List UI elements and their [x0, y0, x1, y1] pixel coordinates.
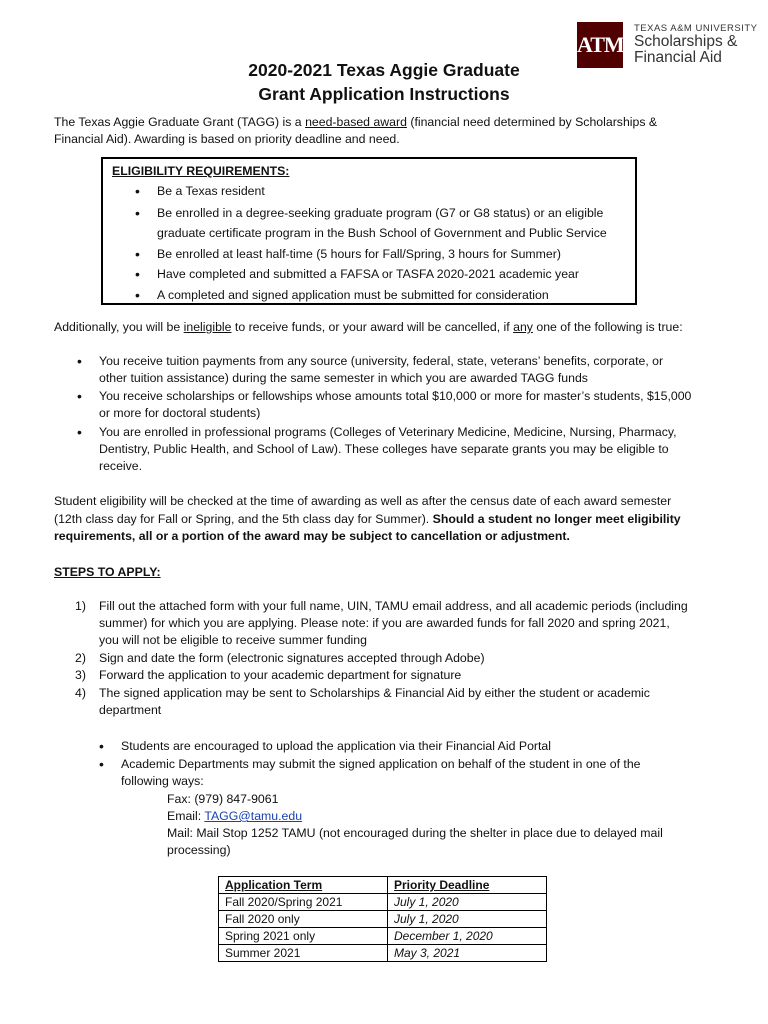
step-text: The signed application may be sent to Scholarships & Financial Aid by either the student or academic — [99, 686, 650, 700]
ineligible-item: • You are enrolled in professional programs (Colleges of Veterinary Medicine, Medicine, Nursing, Pharmacy, — [99, 424, 677, 441]
fax-line: Fax: (979) 847-9061 — [167, 792, 279, 806]
ineligible-item: • You receive scholarships or fellowships whose amounts total $10,000 or more for master’s students, $15,000 — [99, 388, 691, 405]
email-line: Email: TAGG@tamu.edu — [167, 809, 303, 823]
ineligible-item-cont: other tuition assistance) during the same semester in which you are awarded TAGG funds — [99, 371, 588, 385]
submission-option: • Academic Departments may submit the signed application on behalf of the student in one of the — [121, 756, 641, 773]
step-text-cont: department — [99, 703, 162, 717]
tamu-logo-mark: ATM — [577, 22, 623, 68]
table-row — [219, 894, 547, 911]
eligibility-item-cont: graduate certificate program in the Bush School of Government and Public Service — [157, 226, 607, 240]
deadline-cell: July 1, 2020 — [388, 911, 547, 928]
step-text: Sign and date the form (electronic signatures accepted through Adobe) — [99, 651, 485, 665]
ineligible-item-cont: Dentistry, Public Health, and School of Law). These colleges have separate grants you may be eligible to — [99, 442, 669, 456]
eligibility-item: • Be enrolled in a degree-seeking graduate program (G7 or G8 status) or an eligible — [157, 205, 603, 222]
page-title-line2: Grant Application Instructions — [258, 84, 510, 104]
priority-deadline-table — [218, 876, 547, 962]
ineligible-item: • You receive tuition payments from any source (university, federal, state, veterans’ benefits, corporate, or — [99, 353, 663, 370]
email-link[interactable]: TAGG@tamu.edu — [204, 809, 303, 823]
ineligible-intro: Additionally, you will be ineligible to receive funds, or your award will be cancelled, if any one of the following is true: — [54, 320, 683, 334]
dept-name-line2: Financial Aid — [634, 49, 722, 67]
dept-name-line1: Scholarships & — [634, 32, 738, 50]
deadline-cell: July 1, 2020 — [388, 894, 547, 911]
step-text: Forward the application to your academic department for signature — [99, 668, 462, 682]
term-cell: Summer 2021 — [219, 945, 388, 962]
term-cell: Fall 2020/Spring 2021 — [219, 894, 388, 911]
eligibility-item: • Be enrolled at least half-time (5 hours for Fall/Spring, 3 hours for Summer) — [157, 246, 561, 263]
step-number: 2) — [75, 651, 86, 665]
deadline-cell: May 3, 2021 — [388, 945, 547, 962]
step-text-cont: you will not be eligible to receive summer funding — [99, 633, 367, 647]
table-header-deadline: Priority Deadline — [388, 877, 547, 894]
check-line2: (12th class day for Fall or Spring, and the 5th class day for Summer). Should a student no longer meet eligibility — [54, 512, 681, 526]
ineligible-item-cont: or more for doctoral students) — [99, 406, 261, 420]
check-line3: requirements, all or a portion of the award may be subject to cancellation or adjustment. — [54, 529, 570, 543]
eligibility-item: • Be a Texas resident — [157, 183, 265, 200]
table-row — [219, 945, 547, 962]
intro-line1: The Texas Aggie Graduate Grant (TAGG) is a need-based award (financial need determined by Scholarships & — [54, 115, 658, 129]
step-number: 4) — [75, 686, 86, 700]
step-number: 1) — [75, 599, 86, 613]
step-text-cont: summer) for which you are applying. Please note: if you are awarded funds for fall 2020 and spring 2021, — [99, 616, 670, 630]
submission-option-cont: following ways: — [121, 774, 204, 788]
mail-line-cont: processing) — [167, 843, 231, 857]
table-row — [219, 911, 547, 928]
steps-heading: STEPS TO APPLY: — [54, 565, 161, 579]
page-title-line1: 2020-2021 Texas Aggie Graduate — [248, 60, 520, 80]
table-header-term: Application Term — [219, 877, 388, 894]
eligibility-item: • A completed and signed application must be submitted for consideration — [157, 287, 549, 304]
submission-option: • Students are encouraged to upload the application via their Financial Aid Portal — [121, 738, 551, 755]
eligibility-item: • Have completed and submitted a FAFSA or TASFA 2020-2021 academic year — [157, 266, 579, 283]
table-row — [219, 928, 547, 945]
step-number: 3) — [75, 668, 86, 682]
term-cell: Spring 2021 only — [219, 928, 388, 945]
university-name: TEXAS A&M UNIVERSITY — [634, 23, 758, 34]
table-header-row — [219, 877, 547, 894]
mail-line: Mail: Mail Stop 1252 TAMU (not encouraged during the shelter in place due to delayed mail — [167, 826, 663, 840]
check-line1: Student eligibility will be checked at the time of awarding as well as after the census date of each award semester — [54, 494, 672, 508]
ineligible-item-cont: receive. — [99, 459, 143, 473]
term-cell: Fall 2020 only — [219, 911, 388, 928]
step-text: Fill out the attached form with your full name, UIN, TAMU email address, and all academic periods (including — [99, 599, 688, 613]
deadline-cell: December 1, 2020 — [388, 928, 547, 945]
eligibility-heading: ELIGIBILITY REQUIREMENTS: — [112, 164, 290, 178]
intro-line2: Financial Aid). Awarding is based on priority deadline and need. — [54, 132, 400, 146]
